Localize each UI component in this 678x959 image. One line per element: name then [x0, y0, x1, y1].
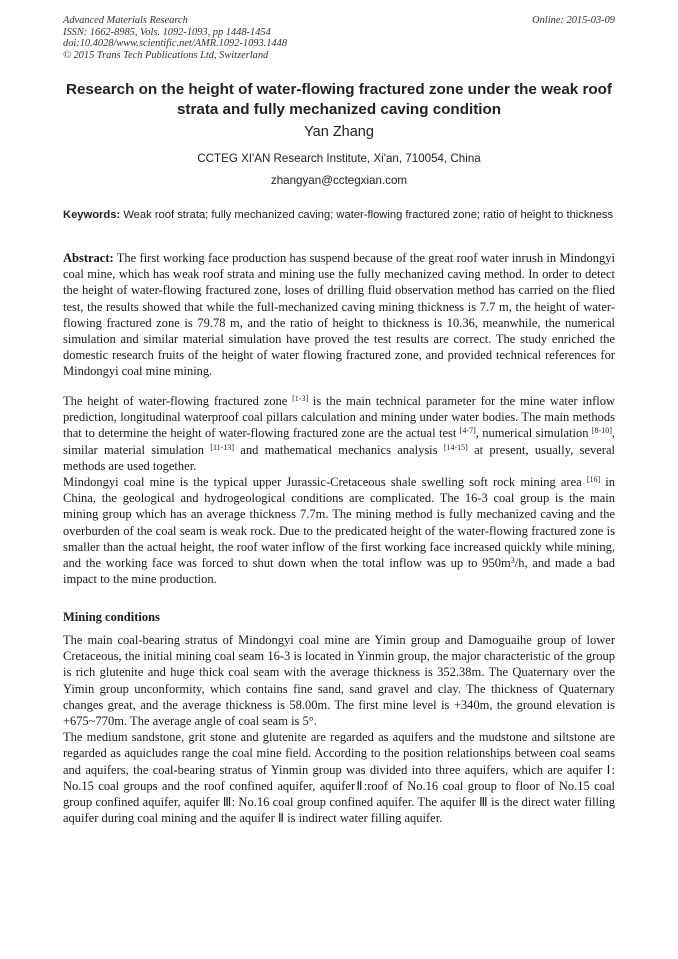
author-email: zhangyan@cctegxian.com: [270, 174, 408, 187]
intro-paragraph-2: [63, 474, 615, 587]
intro-text: and mathematical mechanics analysis: [234, 442, 444, 457]
author-name: Yan Zhang: [304, 124, 374, 140]
keywords-text: Weak roof strata; fully mechanized caving; water-flowing fractured zone; ratio of height to thickness: [123, 209, 614, 221]
keywords-block: [63, 208, 615, 223]
citation-ref: [4-7]: [459, 426, 476, 436]
journal-name: Advanced Materials Research: [63, 15, 188, 26]
affiliation: CCTEG XI'AN Research Institute, Xi'an, 710054, China: [197, 152, 481, 165]
citation-ref: [8-10]: [591, 426, 612, 436]
introduction-block: [63, 393, 615, 587]
journal-header: [63, 15, 615, 61]
intro-text: is the main technical parameter for the mine water inflow prediction, longitudinal waterproof coal pillars calculation and mining under water bodies. The main methods that to determine the height of water-flowing fractured zone are the actual test: [63, 394, 615, 441]
intro-text: , similar material simulation: [63, 426, 615, 457]
citation-ref: [11-13]: [210, 442, 234, 452]
intro-text: in China, the geological and hydrogeological conditions are complicated. The 16-3 coal group is the main mining group which has an average thickness 7.7m. The mining method is fully mechanized caving and the overburden of the coal seam is weak rock. Due to the predicated height of the water-flowing fractured zone is smaller than the actual height, the roof water inflow of the first working face increased quickly while mining, and the working face was forced to shut down when the total inflow was up to 950m: [63, 475, 615, 571]
intro-text: , numerical simulation: [475, 426, 592, 441]
abstract-text: The first working face production has suspend because of the great roof water inrush in Mindongyi coal mine, which has weak roof strata and mining use the fully mechanized caving method. In order to detect the height of water-flowing fractured zone, loses of drilling fluid observation method has carried on the flied test, the results showed that while the full-mechanized caving mining thickness is 7.7 m, the height of water-flowing fractured zone is 79.78 m, and the ratio of height to thickness is 10.36, meanwhile, the numerical simulation and similar material simulation have proved the test results are correct. The study enriched the domestic research fruits of the height of water flowing fractured zone, and provided technical references for Mindongyi coal mine mining.: [63, 251, 615, 379]
doi-line: doi:10.4028/www.scientific.net/AMR.1092-1093.1448: [63, 38, 288, 50]
paper-title: Research on the height of water-flowing fractured zone under the weak roof strata and fully mechanized caving condition: [66, 81, 612, 118]
issn-line: ISSN: 1662-8985, Vols. 1092-1093, pp 1448-1454: [63, 26, 271, 38]
mining-paragraph-2: The medium sandstone, grit stone and glutenite are regarded as aquifers and the mudstone and siltstone are regarded as aquicludes range the coal mine field. According to the position relationships between coal seams and aquifers, the coal-bearing stratus of Yinmin group was divided into three aquifers, which are aquifer Ⅰ: No.15 coal groups and the roof confined aquifer, aquiferⅡ:roof of No.16 coal group to floor of No.15 coal group confined aquifer, aquifer Ⅲ: No.16 coal group confined aquifer. The aquifer Ⅲ is the direct water filling aquifer during coal mining and the aquifer Ⅱ is indirect water filling aquifer.: [63, 730, 615, 826]
mining-conditions-block: [63, 632, 615, 826]
intro-paragraph-1: [63, 393, 615, 474]
intro-text: The height of water-flowing fractured zone: [63, 394, 293, 408]
intro-text: /h, and made a bad impact to the mine production.: [63, 556, 616, 587]
abstract-label: Abstract:: [63, 251, 114, 265]
abstract-block: [63, 250, 615, 380]
superscript: 3: [510, 556, 515, 566]
keywords-label: Keywords:: [63, 209, 121, 221]
mining-paragraph-1: The main coal-bearing stratus of Mindongyi coal mine are Yimin group and Damoguaihe group of lower Cretaceous, the initial mining coal seam 16-3 is located in Yinmin group, the major characteristic of the group is rich glutenite and huge thick coal seam with the average thickness is 352.38m. The Quaternary over the Yimin group unconformity, which contains fine sand, sand gravel and clay. The thickness of Quaternary changes great, and the average thickness is 58.00m. The first mine level is +340m, the ground elevation is +675~770m. The average angle of coal seam is 5°.: [63, 633, 615, 729]
citation-ref: [1-3]: [292, 394, 309, 403]
intro-text: Mindongyi coal mine is the typical upper Jurassic-Cretaceous shale swelling soft rock mining area: [63, 475, 587, 490]
section-heading: Mining conditions: [63, 610, 160, 624]
copyright-line: © 2015 Trans Tech Publications Ltd, Switzerland: [63, 49, 269, 61]
online-date: Online: 2015-03-09: [532, 15, 615, 26]
intro-text: at present, usually, several methods are used together.: [63, 442, 615, 473]
citation-ref: [14-15]: [443, 442, 468, 452]
citation-ref: [16]: [586, 475, 601, 485]
